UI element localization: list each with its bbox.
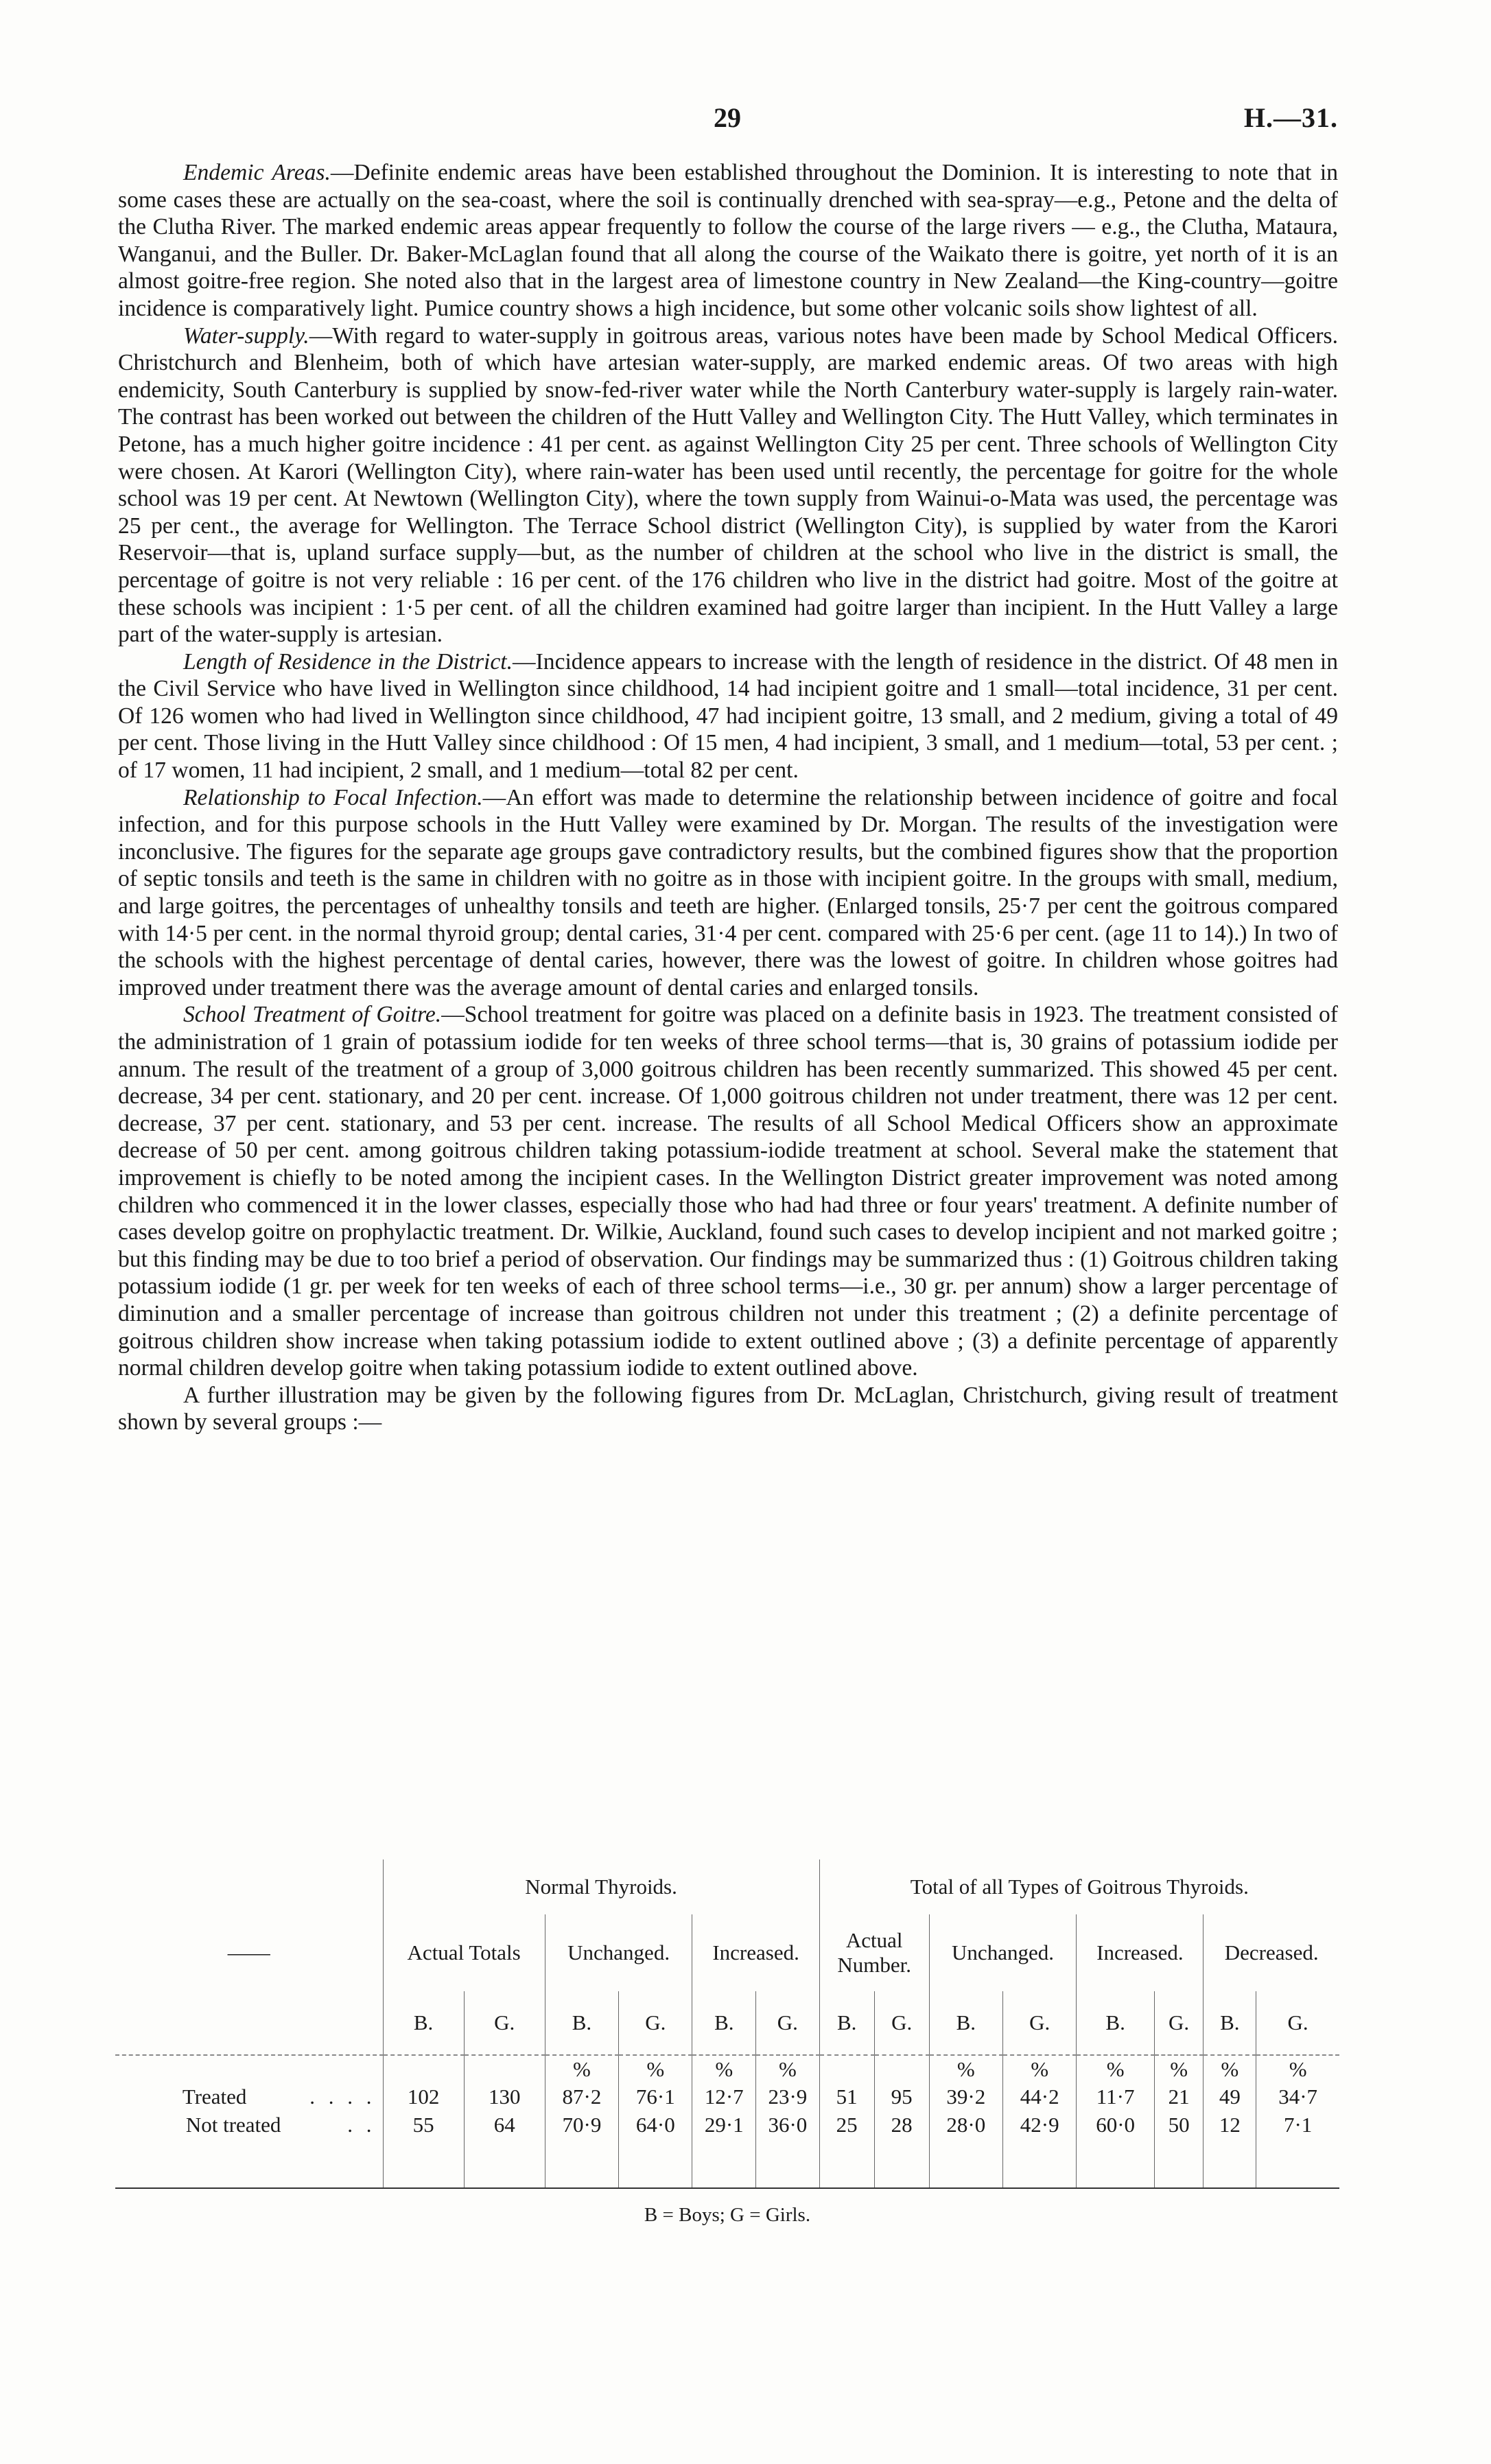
percent-mark [383,2055,464,2083]
table-bottom-spacer-row [115,2139,1339,2188]
paragraph-text: —With regard to water-supply in goitrous areas, various notes have been made by School Medical Officers. Christchurch and Blenheim, both of which have artesian water-supply, are marked endemic areas. Of two areas with high endemicity, South Canterbury is supplied by snow-fed-river water while the North Canterbury water-supply is largely rain-water. The contrast has been worked out between the children of the Hutt Valley and Wellington City. The Hutt Valley, which terminates in Petone, has a much higher goitre incidence : 41 per cent. as against Wellington City 25 per cent. Three schools of Wellington City were chosen. At Karori (Wellington City), where rain-water has been used until recently, the percentage for goitre for the whole school was 19 per cent. At Newtown (Wellington City), where the town supply from Wainui-o-Mata was used, the percentage was 25 per cent., the average for Wellington. The Terrace School district (Wellington City), is supplied by water from the Karori Reservoir—that is, upland surface supply—but, as the number of children at the school who live in the district is small, the percentage of goitre is not very reliable : 16 per cent. of the 176 children who live in the district had goitre. Most of the goitre at these schools was incipient : 1·5 per cent. of all the children examined had goitre larger than incipient. In the Hutt Valley a large part of the water-supply is artesian. [118,322,1338,648]
sex-label: B. [819,1991,874,2055]
paragraph-water-supply [118,322,1338,648]
paragraph-text: —Definite endemic areas have been established throughout the Dominion. It is interesting to note that in some cases these are actually on the sea-coast, where the soil is continually drenched with sea-spray—e.g., Petone and the delta of the Clutha River. The marked endemic areas appear frequently to follow the course of the large rivers — e.g., the Clutha, Mataura, Wanganui, and the Buller. Dr. Baker-McLaglan found that all along the course of the Waikato there is goitre, yet north of it is an almost goitre-free region. She noted also that in the largest area of limestone country in New Zealand—the King-country—goitre incidence is comparatively light. Pumice country shows a high incidence, but some other volcanic soils show lightest of all. [118,160,1339,321]
page-header [117,97,1338,145]
sex-label: G. [1256,1991,1339,2055]
table-cell: 87·2 [545,2083,618,2111]
row-label-text: Treated [182,2085,247,2109]
percent-mark: % [1204,2055,1256,2083]
actual-number-line1: Actual [845,1928,903,1952]
table-cell: 50 [1154,2111,1204,2139]
sex-label: G. [874,1991,929,2055]
stub-header-blank [115,1859,383,1914]
paragraph-lead: School Treatment of Goitre. [183,1002,442,1028]
table-cell: 55 [383,2111,464,2139]
table-cell: 7·1 [1256,2111,1339,2139]
percent-mark: % [1003,2055,1077,2083]
subheader-unchanged-normal: Unchanged. [545,1914,692,1991]
group-normal-thyroids: Normal Thyroids. [383,1859,819,1914]
table-cell: 130 [464,2083,545,2111]
table-cell: 28·0 [929,2111,1002,2139]
table-cell: 21 [1154,2083,1204,2111]
percent-mark [874,2055,929,2083]
table-cell: 25 [819,2111,874,2139]
paragraph-length-of-residence [118,648,1338,784]
row-label [115,2083,383,2111]
page-number: 29 [714,102,741,133]
sex-label: G. [1003,1991,1077,2055]
percent-mark: % [1077,2055,1154,2083]
sex-label: B. [1077,1991,1154,2055]
paragraph-text: —An effort was made to determine the relationship between incidence of goitre and focal infection, and for this purpose schools in the Hutt Valley were examined by Dr. Morgan. The results of the investigation were inconclusive. The figures for the separate age groups gave contradictory results, but the combined figures show that the proportion of septic tonsils and teeth is the same in children with no goitre as in those with incipient goitre. In the groups with small, medium, and large goitres, the percentages of unhealthy tonsils and teeth are higher. (Enlarged tonsils, 25·7 per cent the goitrous compared with 14·5 per cent. in the normal thyroid group; dental caries, 31·4 per cent. compared with 25·6 per cent. (age 11 to 14).) In two of the schools with the highest percentage of dental caries, however, there was the lowest of goitre. In children whose goitres had improved under treatment there was the average amount of dental caries and enlarged tonsils. [118,784,1338,1000]
results-table-container [115,1859,1339,2227]
percent-mark: % [692,2055,756,2083]
subheader-actual-number [819,1914,929,1991]
sex-label: B. [383,1991,464,2055]
paragraph-text: A further illustration may be given by the following figures from Dr. McLaglan, Christchurch, giving result of treatment shown by several groups :— [118,1382,1338,1435]
sex-label: G. [619,1991,692,2055]
percent-mark: % [545,2055,618,2083]
table-cell: 36·0 [756,2111,820,2139]
stub-percent-blank [115,2055,383,2083]
table-cell: 44·2 [1003,2083,1077,2111]
table-cell: 70·9 [545,2111,618,2139]
percent-mark [464,2055,545,2083]
table-cell: 95 [874,2083,929,2111]
table-cell: 28 [874,2111,929,2139]
table-row-treated [115,2083,1339,2111]
sex-label: B. [929,1991,1002,2055]
paragraph-focal-infection [118,784,1338,1002]
table-subheader-row [115,1914,1339,1991]
paragraph-endemic-areas [118,159,1338,322]
percent-mark: % [1256,2055,1339,2083]
paragraph-lead: Water-supply. [183,322,309,349]
subheader-unchanged-goitrous: Unchanged. [929,1914,1077,1991]
sex-label: B. [692,1991,756,2055]
subheader-increased-goitrous: Increased. [1077,1914,1204,1991]
table-cell: 12·7 [692,2083,756,2111]
table-group-header-row [115,1859,1339,1914]
paragraph-lead: Relationship to Focal Infection. [183,784,483,810]
sex-label: G. [756,1991,820,2055]
subheader-actual-totals: Actual Totals [383,1914,545,1991]
leader-dots: . . . . [309,2085,376,2109]
results-table [115,1859,1339,2189]
paragraph-lead: Endemic Areas. [183,160,331,185]
paragraph-further-illustration [118,1382,1338,1436]
table-sex-header-row [115,1991,1339,2055]
table-cell: 42·9 [1003,2111,1077,2139]
sex-label: G. [1154,1991,1204,2055]
table-footnote: B = Boys; G = Girls. [644,2204,811,2226]
table-cell: 76·1 [619,2083,692,2111]
paragraph-text: —School treatment for goitre was placed on a definite basis in 1923. The treatment consisted of the administration of 1 grain of potassium iodide for ten weeks of three school terms—that is, 30 grains of potassium iodide per annum. The result of the treatment of a group of 3,000 goitrous children has been recently summarized. This showed 45 per cent. decrease, 34 per cent. stationary, and 20 per cent. increase. Of 1,000 goitrous children not under treatment, there was 12 per cent. decrease, 37 per cent. stationary, and 53 per cent. increase. The results of all School Medical Officers show an approximate decrease of 50 per cent. among goitrous children taking potassium-iodide treatment at school. Several make the statement that improvement is chiefly to be noted among the incipient cases. In the Wellington District greater improvement was noted among children who commenced it in the lower classes, especially those who had had three or four years' treatment. A definite number of cases develop goitre on prophylactic treatment. Dr. Wilkie, Auckland, found such cases to develop incipient and not marked goitre ; but this finding may be due to too brief a period of observation. Our findings may be summarized thus : (1) Goitrous children taking potassium iodide (1 gr. per week for ten weeks of each of three school terms—i.e., 30 gr. per annum) show a larger percentage of diminution and a smaller percentage of increase than goitrous children not under this treatment ; (2) a definite percentage of goitrous children show increase when taking potassium iodide to extent outlined above ; (3) a definite percentage of apparently normal children develop goitre when taking potassium iodide to extent outlined above. [118,1002,1338,1381]
stub-dash: —— [227,1940,270,1964]
percent-mark: % [1154,2055,1204,2083]
row-label [115,2111,383,2139]
document-reference: H.—31. [1243,102,1338,133]
sex-label: G. [464,1991,545,2055]
paragraph-text: —Incidence appears to increase with the length of residence in the district. Of 48 men in the Civil Service who have lived in Wellington since childhood, 14 had incipient goitre and 1 small—total incidence, 31 per cent. Of 126 women who had lived in Wellington since childhood, 47 had incipient goitre, 13 small, and 2 medium, giving a total of 49 per cent. Those living in the Hutt Valley since childhood : Of 15 men, 4 had incipient, 3 small, and 1 medium—total, 53 per cent. ; of 17 women, 11 had incipient, 2 small, and 1 medium—total 82 per cent. [118,648,1338,784]
body-text [118,159,1338,1436]
percent-mark: % [756,2055,820,2083]
stub-sex-blank [115,1991,383,2055]
table-cell: 64 [464,2111,545,2139]
paragraph-school-treatment [118,1001,1338,1381]
group-goitrous-thyroids: Total of all Types of Goitrous Thyroids. [819,1859,1339,1914]
table-cell: 102 [383,2083,464,2111]
paragraph-lead: Length of Residence in the District. [183,648,513,674]
actual-number-line2: Number. [837,1953,911,1977]
sex-label: B. [545,1991,618,2055]
table-cell: 12 [1204,2111,1256,2139]
percent-mark [819,2055,874,2083]
table-percent-row [115,2055,1339,2083]
table-cell: 29·1 [692,2111,756,2139]
sex-label: B. [1204,1991,1256,2055]
table-cell: 11·7 [1077,2083,1154,2111]
table-cell: 51 [819,2083,874,2111]
subheader-increased-normal: Increased. [692,1914,819,1991]
percent-mark: % [619,2055,692,2083]
subheader-decreased: Decreased. [1204,1914,1339,1991]
row-label-text: Not treated [185,2113,281,2137]
table-cell: 34·7 [1256,2083,1339,2111]
table-row-not-treated [115,2111,1339,2139]
table-cell: 49 [1204,2083,1256,2111]
table-cell: 60·0 [1077,2111,1154,2139]
percent-mark: % [929,2055,1002,2083]
table-cell: 23·9 [756,2083,820,2111]
table-cell: 64·0 [619,2111,692,2139]
leader-dots: . . [347,2113,376,2137]
table-cell: 39·2 [929,2083,1002,2111]
